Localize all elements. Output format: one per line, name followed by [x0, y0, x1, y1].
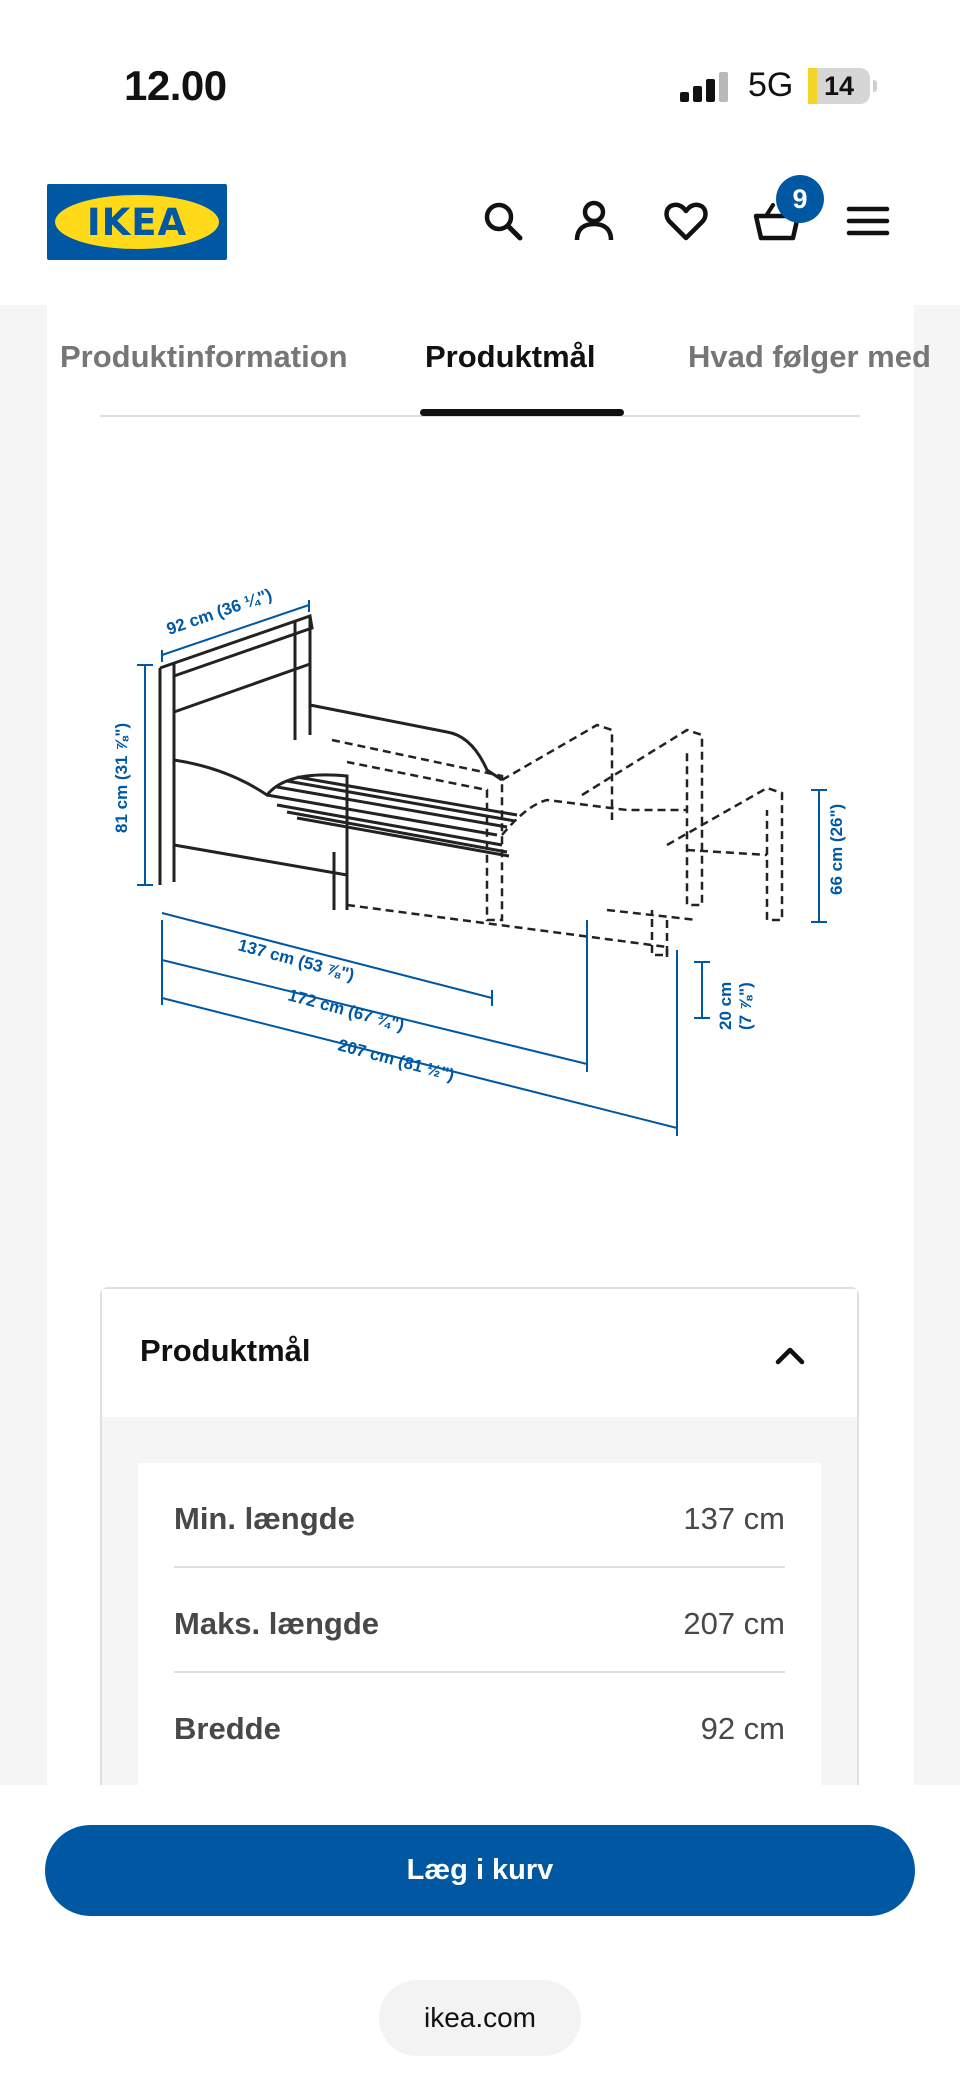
tab-produktmaal[interactable]: Produktmål [425, 339, 596, 374]
height-dimension-label: 81 cm (31 ⅞") [112, 722, 131, 833]
cart-count-badge: 9 [776, 175, 824, 223]
clearance-in-label: (7 ⅞") [736, 982, 755, 1030]
battery-level: 14 [823, 71, 855, 101]
account-icon[interactable] [569, 196, 619, 246]
accordion-title: Produktmål [140, 1333, 311, 1368]
dimension-value: 92 cm [700, 1711, 785, 1746]
clearance-cm-label: 20 cm [716, 981, 735, 1030]
bed-dimension-diagram [47, 450, 914, 1230]
active-tab-indicator [420, 409, 624, 416]
battery-icon [808, 68, 876, 104]
product-tabs [60, 305, 931, 417]
ikea-logo[interactable] [47, 184, 227, 260]
max-length-label: 207 cm (81 ½") [335, 1035, 457, 1085]
network-type: 5G [748, 66, 794, 104]
dimension-row [174, 1568, 785, 1673]
dimension-value: 137 cm [683, 1501, 785, 1536]
dimension-row [174, 1463, 785, 1568]
add-to-cart-button[interactable]: Læg i kurv [45, 1825, 915, 1916]
site-header [0, 150, 960, 305]
status-time: 12.00 [124, 62, 227, 109]
cellular-signal-icon [680, 72, 732, 102]
heart-icon[interactable] [661, 196, 711, 246]
dimensions-accordion [100, 1287, 859, 1807]
tab-produktinformation[interactable]: Produktinformation [60, 339, 348, 374]
menu-icon[interactable] [843, 196, 893, 246]
accordion-header[interactable] [102, 1289, 857, 1417]
min-length-label: 137 cm (53 ⅞") [235, 935, 357, 985]
search-icon[interactable] [478, 196, 528, 246]
product-content [47, 305, 931, 1785]
footboard-height-label: 66 cm (26") [827, 803, 846, 895]
tab-hvad-foelger-med[interactable]: Hvad følger med [688, 339, 931, 374]
dimension-row [174, 1673, 785, 1778]
dimension-label: Maks. længde [174, 1606, 379, 1641]
status-bar [0, 0, 960, 150]
browser-url-bar[interactable]: ikea.com [379, 1980, 581, 2056]
dimension-label: Min. længde [174, 1501, 355, 1536]
dimension-label: Bredde [174, 1711, 281, 1746]
bottom-action-bar [0, 1785, 960, 2085]
chevron-up-icon[interactable] [770, 1335, 810, 1375]
mid-length-label: 172 cm (67 ¾") [285, 985, 407, 1035]
dimension-value: 207 cm [683, 1606, 785, 1641]
width-dimension-label: 92 cm (36 ¼") [164, 584, 275, 639]
logo-text: IKEA [86, 201, 188, 244]
